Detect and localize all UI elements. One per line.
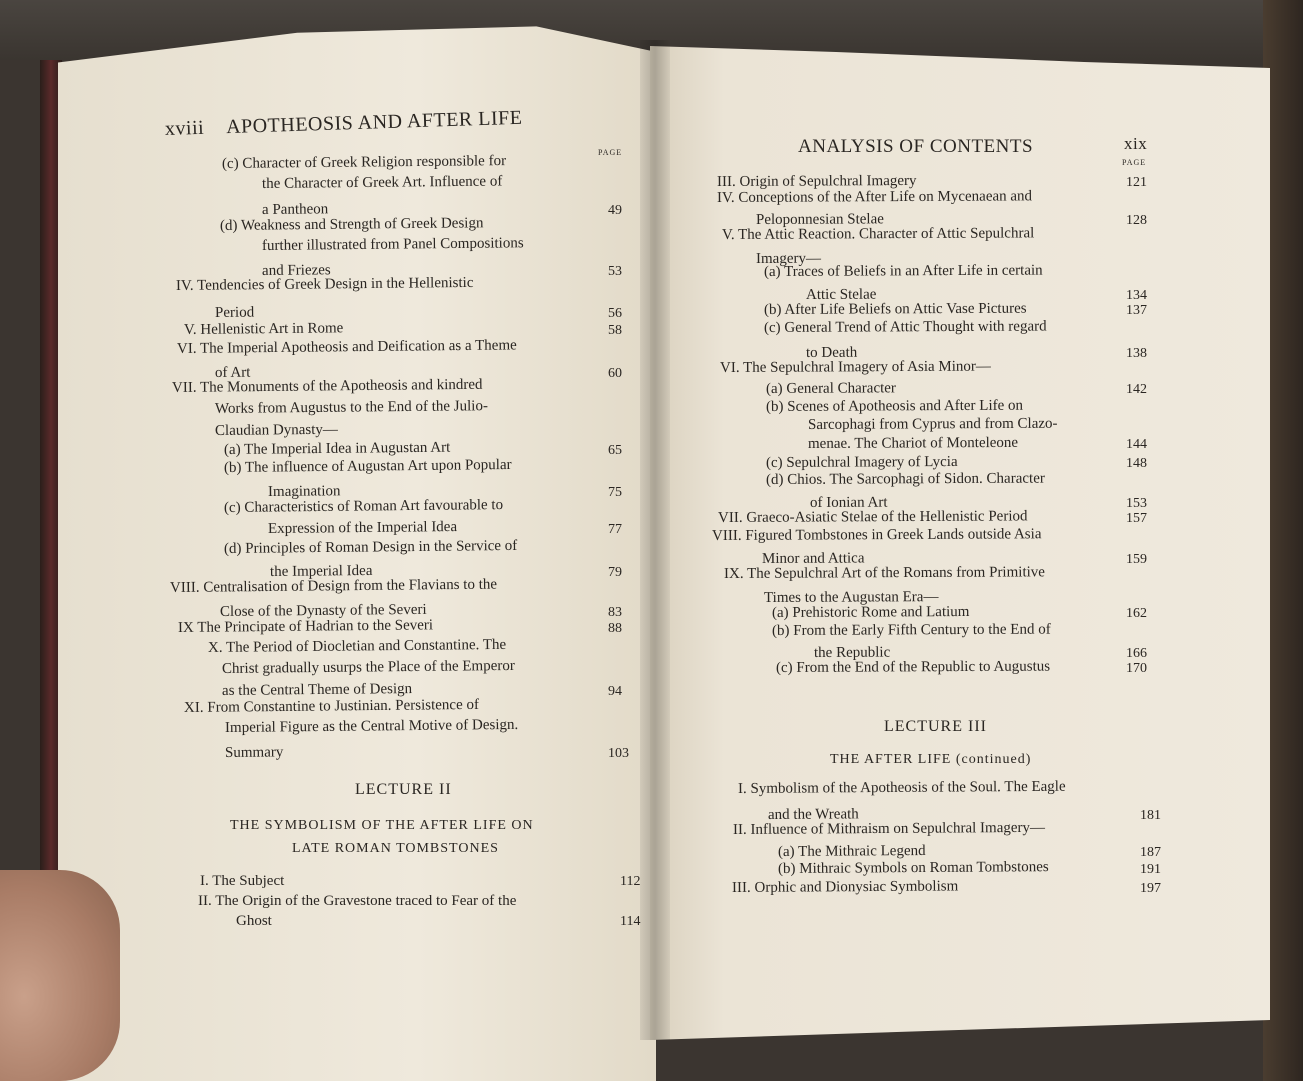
- toc-entry-page-number: 159: [1126, 552, 1147, 567]
- toc-entry-text: Times to the Augustan Era—: [763, 589, 939, 606]
- toc-entry-page-number: 77: [608, 522, 622, 537]
- thumb: [0, 870, 120, 1081]
- toc-entry-page-number: 153: [1126, 496, 1147, 511]
- toc-entry-text: Attic Stelae: [805, 286, 877, 303]
- toc-entry-text: the Imperial Idea: [269, 562, 373, 580]
- toc-entry-text: (b) From the Early Fifth Century to the End of: [771, 621, 1051, 639]
- toc-entry-page-number: 65: [608, 443, 622, 458]
- toc-entry-text: (b) After Life Beliefs on Attic Vase Pictures: [763, 300, 1027, 318]
- toc-entry-page-number: 79: [608, 565, 622, 580]
- toc-entry-text: further illustrated from Panel Compositions: [261, 235, 524, 254]
- toc-entry-text: Peloponnesian Stelae: [755, 211, 884, 228]
- toc-entry-text: VI. The Imperial Apotheosis and Deification as a Theme: [176, 337, 517, 357]
- toc-entry-page-number: 114: [620, 914, 641, 929]
- toc-entry-text: IV. Conceptions of the After Life on Mycenaean and: [716, 188, 1033, 206]
- toc-entry-text: I. The Subject: [200, 873, 285, 889]
- toc-entry-text: of Art: [214, 364, 251, 381]
- toc-entry-text: (c) General Trend of Attic Thought with regard: [763, 318, 1047, 336]
- toc-entry-text: a Pantheon: [261, 201, 329, 218]
- toc-entry-text: Close of the Dynasty of the Severi: [219, 601, 427, 620]
- right-page-label: PAGE: [1122, 158, 1147, 167]
- toc-entry-text: (c) Character of Greek Religion responsible for: [221, 153, 507, 172]
- toc-entry-page-number: 134: [1126, 288, 1147, 303]
- toc-entry-page-number: 157: [1126, 511, 1147, 526]
- toc-entry-text: Imagination: [267, 483, 341, 500]
- toc-entry-page-number: 191: [1140, 862, 1161, 877]
- toc-entry-text: menae. The Chariot of Monteleone: [807, 434, 1019, 452]
- toc-entry-page-number: 142: [1126, 382, 1147, 397]
- left-folio: xviii: [164, 116, 205, 140]
- toc-entry-text: Sarcophagi from Cyprus and from Clazo-: [807, 415, 1058, 433]
- toc-entry-text: IX The Principate of Hadrian to the Severi: [177, 617, 434, 636]
- toc-entry-page-number: 197: [1140, 881, 1161, 896]
- book-gutter: [640, 40, 670, 1040]
- toc-entry-text: III. Origin of Sepulchral Imagery: [716, 172, 917, 190]
- toc-entry-text: VI. The Sepulchral Imagery of Asia Minor—: [719, 358, 991, 376]
- toc-entry-page-number: 94: [608, 684, 622, 699]
- toc-entry-page-number: 60: [608, 366, 622, 381]
- toc-entry-text: VIII. Centralisation of Design from the Flavians to the: [169, 576, 498, 596]
- toc-entry-text: II. Influence of Mithraism on Sepulchral Imagery—: [732, 819, 1046, 838]
- toc-entry-text: VIII. Figured Tombstones in Greek Lands outside Asia: [711, 526, 1042, 544]
- toc-entry-text: (a) The Imperial Idea in Augustan Art: [223, 439, 451, 458]
- toc-entry-text: (b) The influence of Augustan Art upon Popular: [223, 456, 512, 476]
- toc-entry-text: Expression of the Imperial Idea: [267, 519, 458, 537]
- toc-entry-page-number: 138: [1126, 346, 1147, 361]
- toc-entry-text: IV. Tendencies of Greek Design in the Hellenistic: [175, 274, 474, 294]
- toc-entry-text: Works from Augustus to the End of the Julio-: [214, 398, 489, 417]
- toc-entry-text: Claudian Dynasty—: [214, 421, 338, 439]
- toc-entry-text: (a) Traces of Beliefs in an After Life in certain: [763, 262, 1043, 280]
- toc-entry-page-number: 58: [608, 323, 622, 338]
- toc-entry-text: II. The Origin of the Gravestone traced to Fear of the: [198, 893, 517, 909]
- toc-entry-text: (a) Prehistoric Rome and Latium: [771, 603, 970, 621]
- toc-entry-page-number: 56: [608, 306, 622, 321]
- toc-entry-text: V. Hellenistic Art in Rome: [183, 320, 344, 338]
- toc-entry-text: X. The Period of Diocletian and Constantine. The: [207, 636, 507, 656]
- lecture-ii-title-line1: THE SYMBOLISM OF THE AFTER LIFE ON: [230, 818, 534, 833]
- toc-entry-text: and the Wreath: [767, 806, 859, 823]
- toc-entry-text: (a) The Mithraic Legend: [777, 842, 926, 860]
- toc-entry-text: IX. The Sepulchral Art of the Romans from Primitive: [723, 564, 1045, 582]
- toc-entry-page-number: 128: [1126, 213, 1147, 228]
- toc-entry-text: Summary: [224, 744, 284, 761]
- toc-entry-text: (a) General Character: [765, 380, 896, 397]
- toc-entry-page-number: 121: [1126, 175, 1147, 190]
- toc-entry-text: (b) Mithraic Symbols on Roman Tombstones: [777, 859, 1049, 877]
- toc-entry-text: the Character of Greek Art. Influence of: [261, 173, 503, 192]
- toc-entry-page-number: 75: [608, 485, 622, 500]
- toc-entry-text: (c) Sepulchral Imagery of Lycia: [765, 453, 958, 471]
- toc-entry-text: XI. From Constantine to Justinian. Persistence of: [183, 696, 480, 716]
- left-page-label: PAGE: [598, 148, 623, 157]
- toc-entry-text: III. Orphic and Dionysiac Symbolism: [731, 878, 959, 896]
- toc-entry-text: to Death: [805, 344, 858, 361]
- lecture-ii-heading: LECTURE II: [355, 781, 452, 798]
- toc-entry-text: as the Central Theme of Design: [221, 681, 413, 699]
- toc-entry-page-number: 170: [1126, 661, 1147, 676]
- toc-entry-page-number: 187: [1140, 845, 1161, 860]
- toc-entry-text: and Friezes: [261, 262, 331, 279]
- toc-entry-text: Minor and Attica: [761, 550, 865, 567]
- toc-entry-text: V. The Attic Reaction. Character of Attic Sepulchral: [721, 225, 1035, 243]
- toc-entry-text: Ghost: [236, 913, 272, 929]
- toc-entry-text: Imagery—: [755, 250, 822, 267]
- toc-entry-text: I. Symbolism of the Apotheosis of the Soul. The Eagle: [737, 778, 1066, 797]
- toc-entry-text: (d) Principles of Roman Design in the Service of: [223, 537, 518, 557]
- toc-entry-text: (c) From the End of the Republic to Augustus: [775, 658, 1051, 676]
- toc-entry-text: Period: [214, 304, 255, 321]
- toc-entry-text: VII. Graeco-Asiatic Stelae of the Hellenistic Period: [717, 508, 1028, 526]
- toc-entry-page-number: 49: [608, 203, 622, 218]
- left-running-title: APOTHEOSIS AND AFTER LIFE: [225, 106, 523, 139]
- toc-entry-page-number: 88: [608, 621, 622, 636]
- toc-entry-text: (d) Weakness and Strength of Greek Design: [219, 215, 484, 234]
- right-running-head: ANALYSIS OF CONTENTS: [798, 136, 1034, 157]
- lecture-ii-title-line2: LATE ROMAN TOMBSTONES: [292, 841, 499, 856]
- toc-entry-text: (c) Characteristics of Roman Art favourable to: [223, 497, 504, 516]
- toc-entry-page-number: 137: [1126, 303, 1147, 318]
- toc-entry-text: (d) Chios. The Sarcophagi of Sidon. Character: [765, 470, 1045, 488]
- toc-entry-page-number: 148: [1126, 456, 1147, 471]
- right-folio: xix: [1124, 134, 1148, 153]
- toc-entry-text: Imperial Figure as the Central Motive of Design.: [224, 716, 519, 736]
- toc-entry-text: the Republic: [813, 644, 891, 661]
- toc-entry-text: Christ gradually usurps the Place of the Emperor: [221, 657, 515, 677]
- toc-entry-page-number: 166: [1126, 646, 1147, 661]
- toc-entry-page-number: 53: [608, 264, 622, 279]
- toc-entry-page-number: 162: [1126, 606, 1147, 621]
- toc-entry-page-number: 83: [608, 605, 622, 620]
- toc-entry-page-number: 103: [608, 746, 629, 761]
- toc-entry-page-number: 144: [1126, 437, 1147, 452]
- lecture-iii-title: THE AFTER LIFE (continued): [830, 752, 1032, 767]
- toc-entry-text: of Ionian Art: [809, 494, 888, 511]
- lecture-iii-heading: LECTURE III: [884, 718, 987, 735]
- toc-entry-text: (b) Scenes of Apotheosis and After Life on: [765, 397, 1024, 415]
- toc-entry-page-number: 181: [1140, 808, 1161, 823]
- toc-entry-page-number: 112: [620, 874, 641, 889]
- toc-entry-text: VII. The Monuments of the Apotheosis and kindred: [171, 376, 483, 396]
